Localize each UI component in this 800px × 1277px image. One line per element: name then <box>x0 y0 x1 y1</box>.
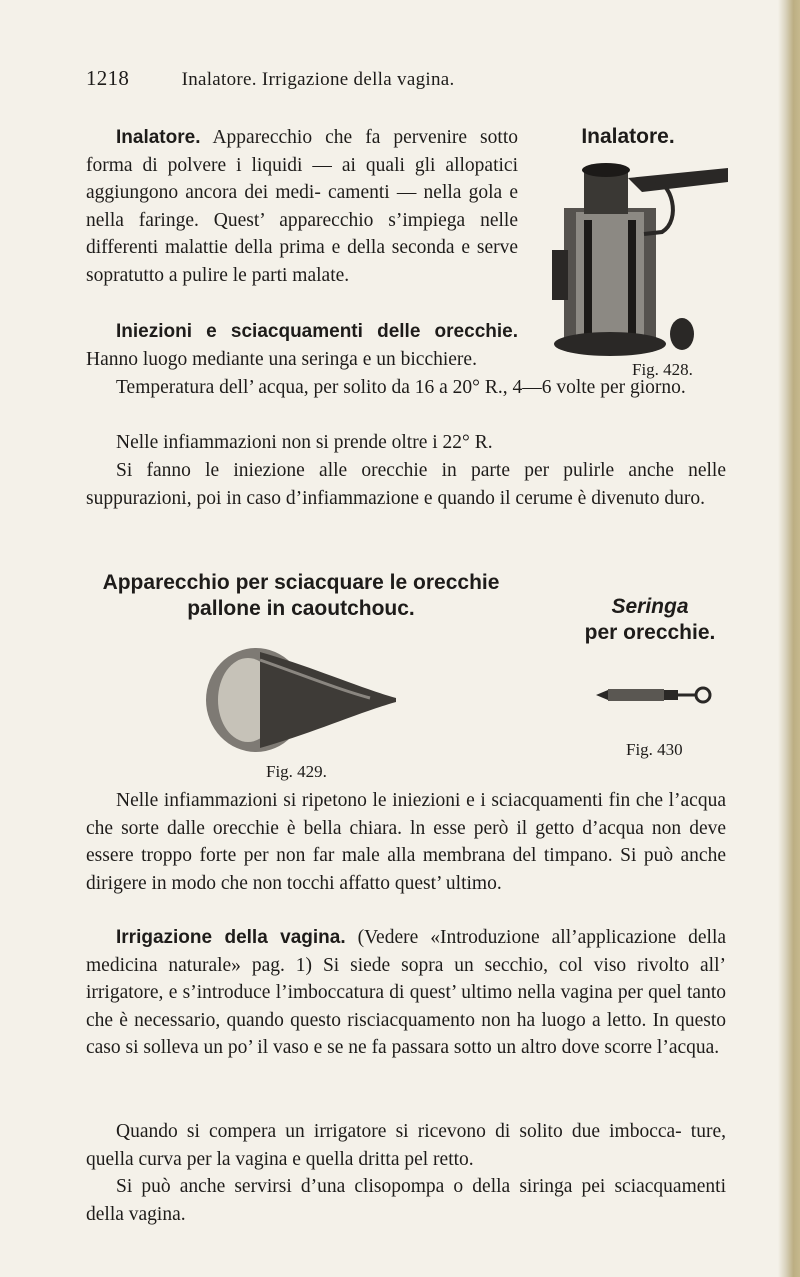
figure-430-label: Fig. 430 <box>626 740 683 759</box>
inhaler-illustration <box>532 150 732 370</box>
ear-syringe-bulb-illustration <box>200 640 400 760</box>
figure-430-caption-line1: Seringa <box>611 595 689 618</box>
infiammazioni-paragraph: Nelle infiammazioni non si prende oltre i 22° R. <box>116 432 493 453</box>
iniezione-orecchie-paragraph: Si fanno le iniezione alle orecchie in parte per pulirle anche nelle suppurazioni, poi in caso d’infiammazione e quando il cerume è divenuto duro. <box>86 460 726 509</box>
clisopompa-paragraph: Si può anche servirsi d’una clisopompa o della siringa pei sciacquamenti della vagina. <box>86 1176 726 1225</box>
iniezioni-paragraph <box>86 318 518 373</box>
figure-428-label: Fig. 428. <box>632 360 693 379</box>
running-title: Inalatore. Irrigazione della vagina. <box>181 69 455 90</box>
figure-430-caption-line2: per orecchie. <box>584 621 716 644</box>
figure-429-caption-line1: Apparecchio per sciacquare le orecchie <box>102 571 500 594</box>
irrigazione-paragraph <box>86 924 726 1062</box>
inalatore-text: Apparecchio che fa pervenire sotto forma di polvere i liquidi — ai quali gli allopatici aggiungono ancora dei medi- camenti — nella gola e nella faringe. Quest’ apparecchio s’impiega nelle differenti malattie della prima e della seconda e serve sopratutto a pulire le parti malate. <box>86 127 518 286</box>
temperatura-paragraph: Temperatura dell’ acqua, per solito da 16 a 20° R., 4—6 volte per giorno. <box>116 377 686 398</box>
ripetono-paragraph: Nelle infiammazioni si ripetono le iniezioni e i sciacquamenti fin che l’acqua che sorte dalle orecchie è bella chiara. ln esse però il getto d’acqua non deve essere troppo forte per non far male alla membrana del timpano. Si può anche dirigere in modo che non tocchi affatto quest’ ultimo. <box>86 790 726 894</box>
figure-429-caption-line2: pallone in caoutchouc. <box>187 597 415 620</box>
page-header <box>86 66 626 91</box>
irrigatore-paragraph: Quando si compera un irrigatore si ricevono di solito due imbocca- ture, quella curva per la vagina e quella dritta pel retto. <box>86 1121 726 1170</box>
page-edge-shadow <box>778 0 800 1277</box>
inalatore-heading: Inalatore. <box>116 127 201 148</box>
page-number: 1218 <box>86 66 130 90</box>
iniezioni-text: Hanno luogo mediante una seringa e un bicchiere. <box>86 348 477 370</box>
inalatore-paragraph <box>86 124 518 290</box>
ear-seringa-illustration <box>596 684 716 706</box>
figure-428-caption: Inalatore. <box>581 125 675 148</box>
irrigazione-text: (Vedere «Introduzione all’applicazione della medicina naturale» pag. 1) Si siede sopra un secchio, col viso rivolto all’ irrigatore, e s’introduce l’imboccatura di quest’ ultimo nella vagina per quel tanto che è necessario, quando questo risciacquamento non ha luogo a letto. In questo caso si solleva un po’ il vaso e se ne fa passara sotto un altro dove scorre l’acqua. <box>86 927 727 1059</box>
irrigazione-heading: Irrigazione della vagina. <box>116 927 346 948</box>
iniezioni-heading: Iniezioni e sciacquamenti delle orecchie. <box>116 321 518 342</box>
figure-429-label: Fig. 429. <box>266 762 327 781</box>
